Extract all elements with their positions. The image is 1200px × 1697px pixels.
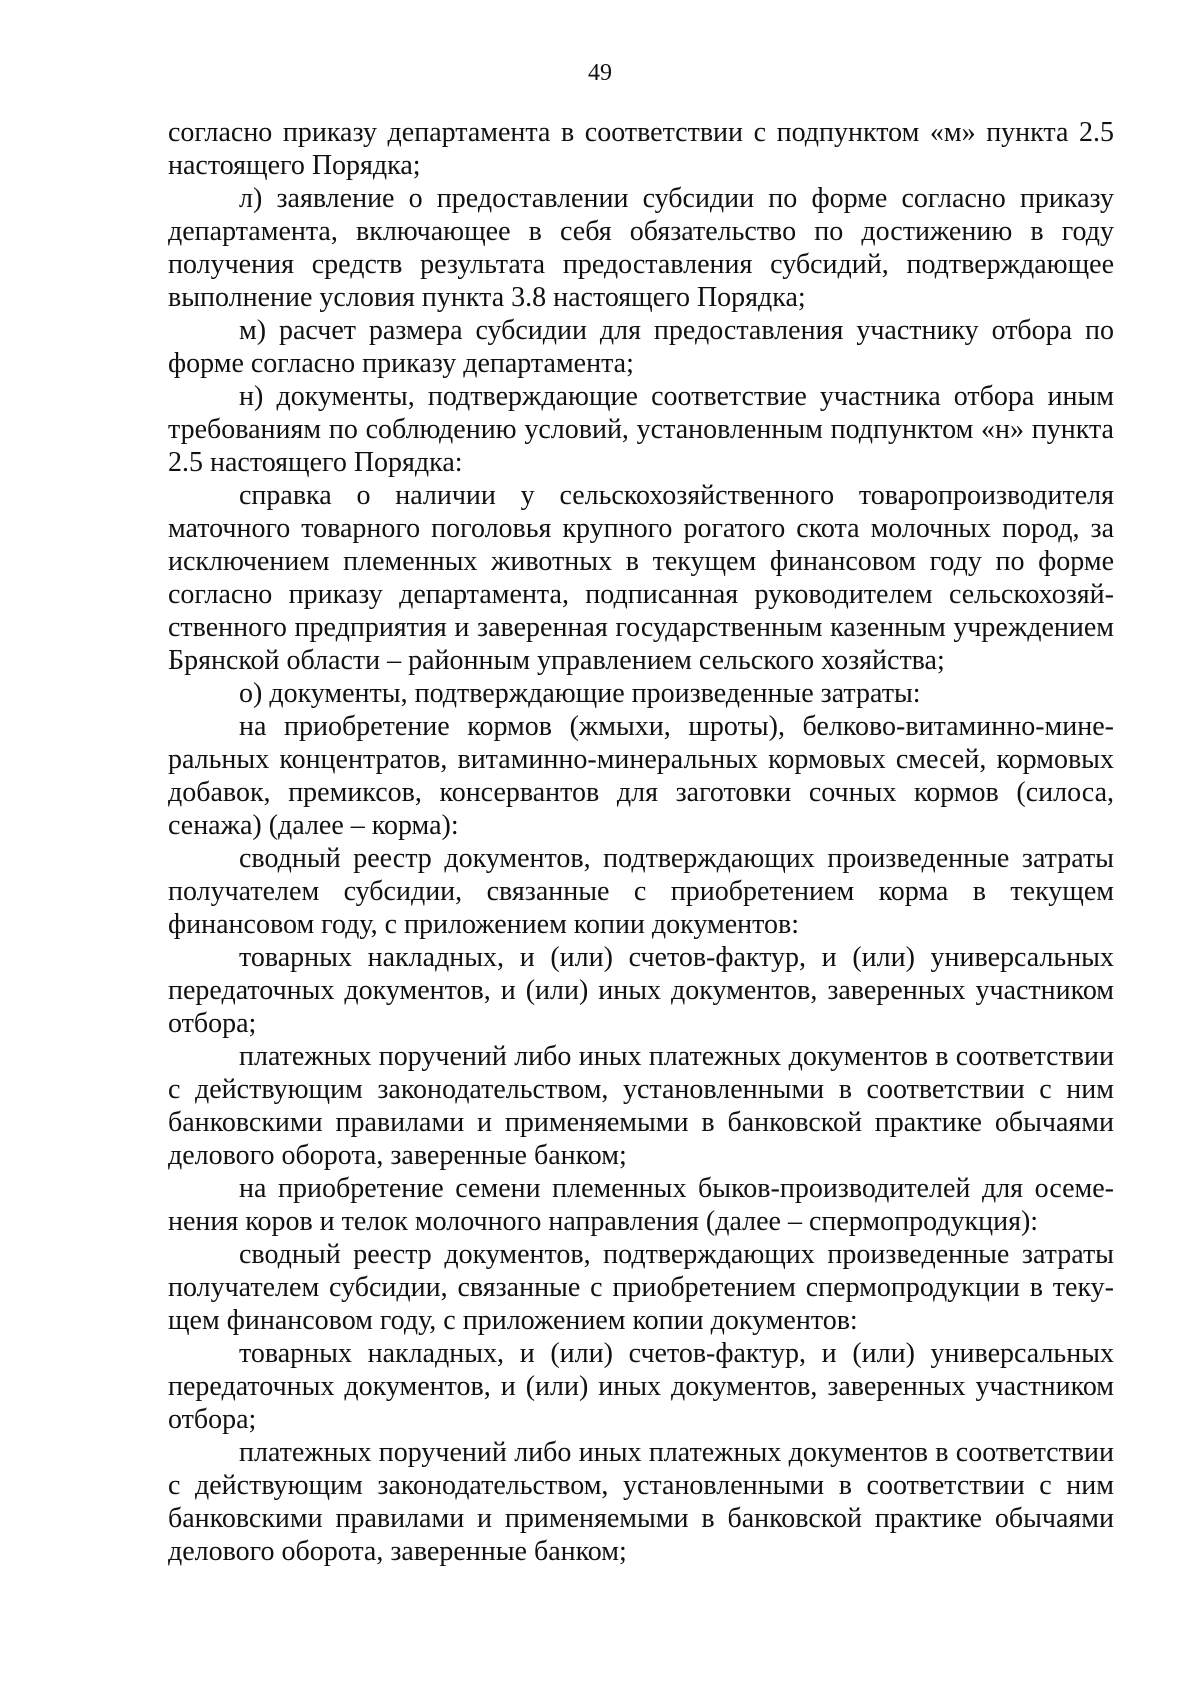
paragraph: о) документы, подтверждающие произведенные затраты: (239, 678, 921, 709)
paragraph: платежных поручений либо иных платежных документов в соответствии с действующим законодательством, установленными в соответствии с ним банковскими правилами и применяемыми в банковской практике обычаями делового оборота, заверенные банком; (168, 1041, 1114, 1171)
paragraph: товарных накладных, и (или) счетов-фактур, и (или) универсальных передаточных документов, и (или) иных документов, заверенных участником отбора; (168, 942, 1114, 1039)
paragraph: н) документы, подтверждающие соответствие участника отбора иным требованиям по соблюдению условий, установленным подпунктом «н» пункта 2.5 настоящего Порядка: (168, 381, 1114, 478)
paragraph: товарных накладных, и (или) счетов-фактур, и (или) универсальных передаточных документов, и (или) иных документов, заверенных участником отбора; (168, 1338, 1114, 1435)
document-body (168, 116, 1114, 1568)
paragraph: согласно приказу департамента в соответствии с подпунктом «м» пункта 2.5 настоящего Порядка; (168, 117, 1114, 181)
paragraph: справка о наличии у сельскохозяйственного товаропроизводителя маточного товарного поголовья крупного рогатого скота молочных пород, за исключением племенных животных в текущем финансовом году по форме согласно приказу департамента, подписанная руководителем сельскохозяйственного предприятия и заверенная государственным казенным учреждением Брянской области – районным управлением сельского хозяйства; (168, 480, 1114, 676)
paragraph: на приобретение кормов (жмыхи, шроты), белково-витаминно-минеральных концентратов, витаминно-минеральных кормовых смесей, кормовых добавок, премиксов, консервантов для заготовки сочных кормов (силоса, сенажа) (далее – корма): (168, 711, 1114, 841)
paragraph: платежных поручений либо иных платежных документов в соответствии с действующим законодательством, установленными в соответствии с ним банковскими правилами и применяемыми в банковской практике обычаями делового оборота, заверенные банком; (168, 1437, 1114, 1567)
paragraph: сводный реестр документов, подтверждающих произведенные затраты получателем субсидии, связанные с приобретением спермопродукции в текущем финансовом году, с приложением копии документов: (168, 1239, 1114, 1336)
page-number: 49 (588, 60, 612, 86)
paragraph: сводный реестр документов, подтверждающих произведенные затраты получателем субсидии, связанные с приобретением корма в текущем финансовом году, с приложением копии документов: (168, 843, 1114, 940)
paragraph: л) заявление о предоставлении субсидии по форме согласно приказу департамента, включающее в себя обязательство по достижению в году получения средств результата предоставления субсидий, подтверждающее выполнение условия пункта 3.8 настоящего Порядка; (168, 183, 1114, 313)
paragraph: на приобретение семени племенных быков-производителей для осеменения коров и телок молочного направления (далее – спермопродукция): (168, 1173, 1114, 1237)
paragraph: м) расчет размера субсидии для предоставления участнику отбора по форме согласно приказу департамента; (168, 315, 1114, 379)
